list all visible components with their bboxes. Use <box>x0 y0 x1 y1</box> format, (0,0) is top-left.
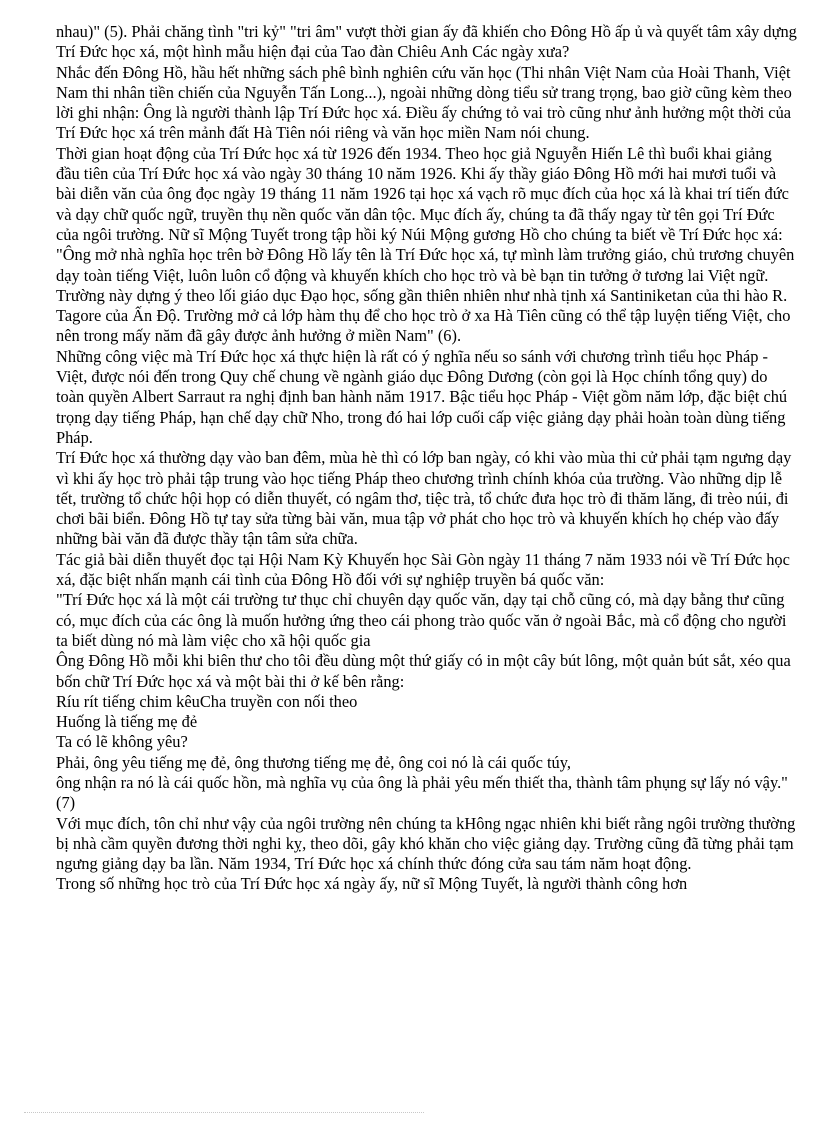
paragraph: Tác giả bài diễn thuyết đọc tại Hội Nam Kỳ Khuyến học Sài Gòn ngày 11 tháng 7 năm 1933 nói về Trí Đức học xá, đặc biệt nhấn mạnh cái tình của Đông Hồ đối với sự nghiệp truyền bá quốc văn: <box>56 549 790 590</box>
paragraph: ông nhận ra nó là cái quốc hồn, mà nghĩa vụ của ông là phải yêu mến thiết tha, thành tâm phụng sự lấy nó vậy." (7) <box>56 772 788 813</box>
paragraph: Trong số những học trò của Trí Đức học xá ngày ấy, nữ sĩ Mộng Tuyết, là người thành công hơn <box>56 874 688 894</box>
quote-paragraph: "Trí Đức học xá là một cái trường tư thục chỉ chuyên dạy quốc văn, dạy tại chỗ cũng có, mà dạy bằng thư cũng có, mục đích của các ông là muốn hưởng ứng theo cái phong trào quốc văn ở ngoài Bắc, mà cổ động cho người ta biết dùng nó mà làm việc cho xã hội quốc gia <box>56 590 787 650</box>
paragraph: Ông Đông Hồ mỗi khi biên thư cho tôi đều dùng một thứ giấy có in một cây bút lông, một quản bút sắt, xéo qua bốn chữ Trí Đức học xá và một bài thi ở kế bên rằng: <box>56 651 791 691</box>
paragraph: Nhắc đến Đông Hồ, hầu hết những sách phê bình nghiên cứu văn học (Thi nhân Việt Nam của Hoài Thanh, Việt Nam thi nhân tiền chiến của Nguyễn Tấn Long...), ngoài những dòng tiểu sử trang trọng, bao giờ cũng kèm theo lời ghi nhận: Ông là người thành lập Trí Đức học xá. Điều ấy chứng tỏ vai trò cũng như ảnh hưởng một thời của Trí Đức học xá trên mảnh đất Hà Tiên nói riêng và văn học miền Nam nói chung. <box>56 62 792 143</box>
paragraph: Những công việc mà Trí Đức học xá thực hiện là rất có ý nghĩa nếu so sánh với chương trình tiểu học Pháp - Việt, được nói đến trong Quy chế chung về ngành giáo dục Đông Dương (còn gọi là Học chính tổng quy) do toàn quyền Albert Sarraut ra nghị định ban hành năm 1917. Bậc tiểu học Pháp - Việt gồm năm lớp, đặc biệt chú trọng dạy tiếng Pháp, hạn chế dạy chữ Nho, trong đó hai lớp cuối cấp việc giảng dạy phải hoàn toàn dùng tiếng Pháp. <box>56 346 788 447</box>
paragraph: nhau)" (5). Phải chăng tình "tri kỷ" "tri âm" vượt thời gian ấy đã khiến cho Đông Hồ ấp ủ và quyết tâm xây dựng Trí Đức học xá, một hình mẫu hiện đại của Tao đàn Chiêu Anh Các ngày xưa? <box>56 22 797 62</box>
paragraph: Phải, ông yêu tiếng mẹ đẻ, ông thương tiếng mẹ đẻ, ông coi nó là cái quốc túy, <box>56 752 571 772</box>
document-body <box>56 22 798 895</box>
paragraph: Trí Đức học xá thường dạy vào ban đêm, mùa hè thì có lớp ban ngày, có khi vào mùa thi cử phải tạm ngưng dạy vì khi ấy học trò phải tập trung vào học tiếng Pháp theo chương trình chính khóa của trường. Vào những dịp lễ tết, trường tổ chức hội họp có diễn thuyết, có ngâm thơ, tiệc trà, tổ chức đưa học trò đi thăm lăng, đi trèo núi, đi chơi bãi biển. Đông Hồ tự tay sửa từng bài văn, mua tập vở phát cho học trò và khuyến khích họ chép vào đấy những bài văn đã được thầy tận tâm sửa chữa. <box>56 448 792 549</box>
paragraph: Thời gian hoạt động của Trí Đức học xá từ 1926 đến 1934. Theo học giả Nguyễn Hiến Lê thì buổi khai giảng đầu tiên của Trí Đức học xá vào ngày 30 tháng 10 năm 1926. Khi ấy thầy giáo Đông Hồ mới hai mươi tuổi và bài diễn văn của ông đọc ngày 19 tháng 11 năm 1926 tại học xá vạch rõ mục đích của học xá là khai trí tiến đức và dạy chữ quốc ngữ, truyền thụ nền quốc văn dân tộc. Mục đích ấy, chúng ta đã thấy ngay từ tên gọi Trí Đức của ngôi trường. Nữ sĩ Mộng Tuyết trong tập hồi ký Núi Mộng gương Hồ cho chúng ta biết về Trí Đức học xá: "Ông mở nhà nghĩa học trên bờ Đông Hồ lấy tên là Trí Đức học xá, tự mình làm trưởng giáo, chủ trương chuyên dạy toàn tiếng Việt, luôn luôn cổ động và khuyến khích cho học trò và bè bạn tin tưởng ở tương lai Việt ngữ. Trường này dựng ý theo lối giáo dục Đạo học, sống gần thiên nhiên như nhà tịnh xá Santiniketan của thi hào R. Tagore của Ấn Độ. Trường mở cả lớp hàm thụ để cho học trò ở xa Hà Tiên cũng có thể tập luyện tiếng Việt, cho nên trong mấy năm đã gây được ảnh hưởng ở miền Nam" (6). <box>56 143 795 346</box>
page-bottom-rule <box>24 1112 424 1113</box>
poem-line: Ríu rít tiếng chim kêuCha truyền con nối theo <box>56 691 358 711</box>
paragraph: Với mục đích, tôn chỉ như vậy của ngôi trường nên chúng ta kHông ngạc nhiên khi biết rằng ngôi trường thường bị nhà cầm quyền đương thời nghi kỵ, theo dõi, gây khó khăn cho việc giảng dạy. Trường cũng đã từng phải tạm ngưng giảng dạy ba lần. Năm 1934, Trí Đức học xá chính thức đóng cửa sau tám năm hoạt động. <box>56 813 796 874</box>
poem-line: Huống là tiếng mẹ đẻ <box>56 712 198 732</box>
poem-line: Ta có lẽ không yêu? <box>56 732 188 752</box>
